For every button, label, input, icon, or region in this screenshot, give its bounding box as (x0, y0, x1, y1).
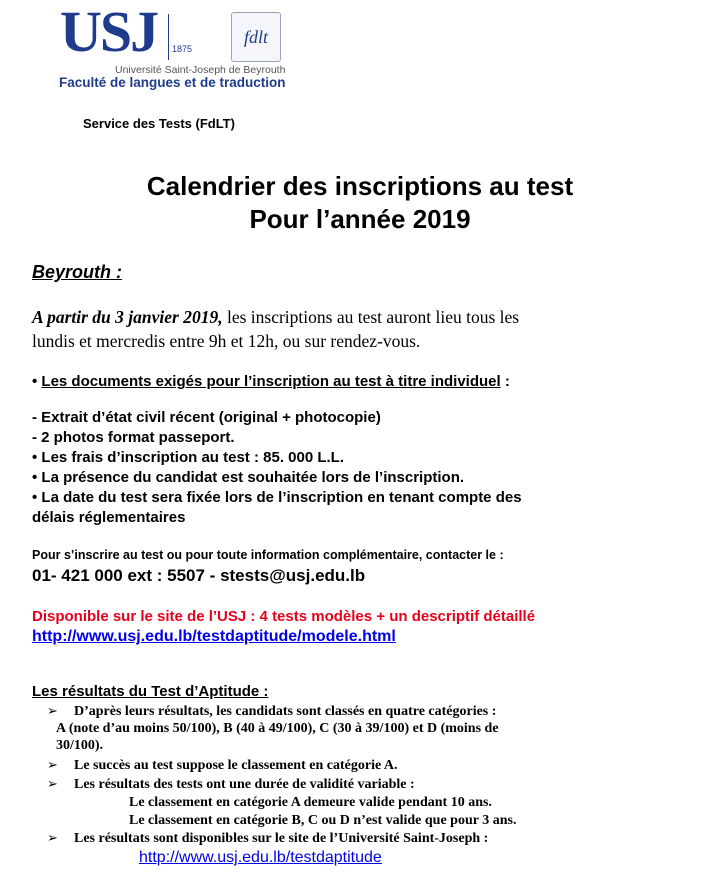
availability-note: Disponible sur le site de l’USJ : 4 tests modèles + un descriptif détaillé (32, 608, 536, 625)
usj-logo-text: USJ (60, 0, 158, 64)
service-label: Service des Tests (FdLT) (83, 116, 235, 131)
intro-rest: les inscriptions au test auront lieu tous les (222, 307, 520, 327)
docs-heading-text: Les documents exigés pour l’inscription au test à titre individuel (41, 373, 501, 390)
doc-item: - Extrait d’état civil récent (original + photocopie) (32, 409, 381, 426)
doc-item: - 2 photos format passeport. (32, 429, 235, 446)
contact-intro: Pour s’inscrire au test ou pour toute information complémentaire, contacter le : (32, 548, 504, 562)
results-link[interactable]: http://www.usj.edu.lb/testdaptitude (139, 849, 382, 866)
result-item-3: Les résultats des tests ont une durée de validité variable : (74, 777, 415, 792)
result-item-1-line-3: 30/100). (56, 738, 104, 753)
fdlt-logo-icon (231, 12, 281, 62)
city-heading: Beyrouth : (32, 262, 122, 282)
result-item-3-sub-1: Le classement en catégorie A demeure valide pendant 10 ans. (129, 795, 492, 810)
arrow-bullet-icon: ➢ (47, 704, 58, 719)
arrow-bullet-icon: ➢ (47, 831, 58, 846)
model-tests-link[interactable]: http://www.usj.edu.lb/testdaptitude/modele.html (32, 628, 396, 645)
doc-item: • Les frais d’inscription au test : 85. 000 L.L. (32, 449, 345, 466)
arrow-bullet-icon: ➢ (47, 777, 58, 792)
intro-line-1 (32, 307, 519, 328)
result-item-3-sub-2: Le classement en catégorie B, C ou D n’est valide que pour 3 ans. (129, 813, 517, 828)
result-item-1-line-2: A (note d’au moins 50/100), B (40 à 49/100), C (30 à 39/100) et D (moins de (56, 721, 499, 736)
intro-lead: A partir du 3 janvier 2019, (32, 307, 223, 327)
result-item-2: Le succès au test suppose le classement en catégorie A. (74, 758, 398, 773)
page-subtitle: Pour l’année 2019 (249, 204, 471, 234)
doc-item: • La date du test sera fixée lors de l’inscription en tenant compte des (32, 489, 522, 506)
logo-year: 1875 (172, 44, 193, 54)
results-heading: Les résultats du Test d’Aptitude : (32, 683, 269, 700)
result-item-1-line-1: D’après leurs résultats, les candidats sont classés en quatre catégories : (74, 704, 497, 719)
logo-divider (168, 14, 169, 60)
arrow-bullet-icon: ➢ (47, 758, 58, 773)
university-name: Université Saint-Joseph de Beyrouth (115, 64, 286, 76)
contact-info[interactable]: 01- 421 000 ext : 5507 - stests@usj.edu.lb (32, 566, 366, 585)
fdlt-logo-text: fdlt (243, 26, 268, 47)
faculty-name: Faculté de langues et de traduction (59, 75, 286, 90)
doc-item: délais réglementaires (32, 509, 186, 526)
doc-item: • La présence du candidat est souhaitée lors de l’inscription. (32, 469, 465, 486)
page-title: Calendrier des inscriptions au test (146, 171, 574, 201)
result-item-4: Les résultats sont disponibles sur le site de l’Université Saint-Joseph : (74, 831, 489, 846)
intro-line-2: lundis et mercredis entre 9h et 12h, ou sur rendez-vous. (32, 331, 421, 351)
docs-heading-tail: : (500, 373, 510, 390)
docs-heading (32, 373, 510, 390)
docs-heading-bullet: • (32, 373, 42, 390)
